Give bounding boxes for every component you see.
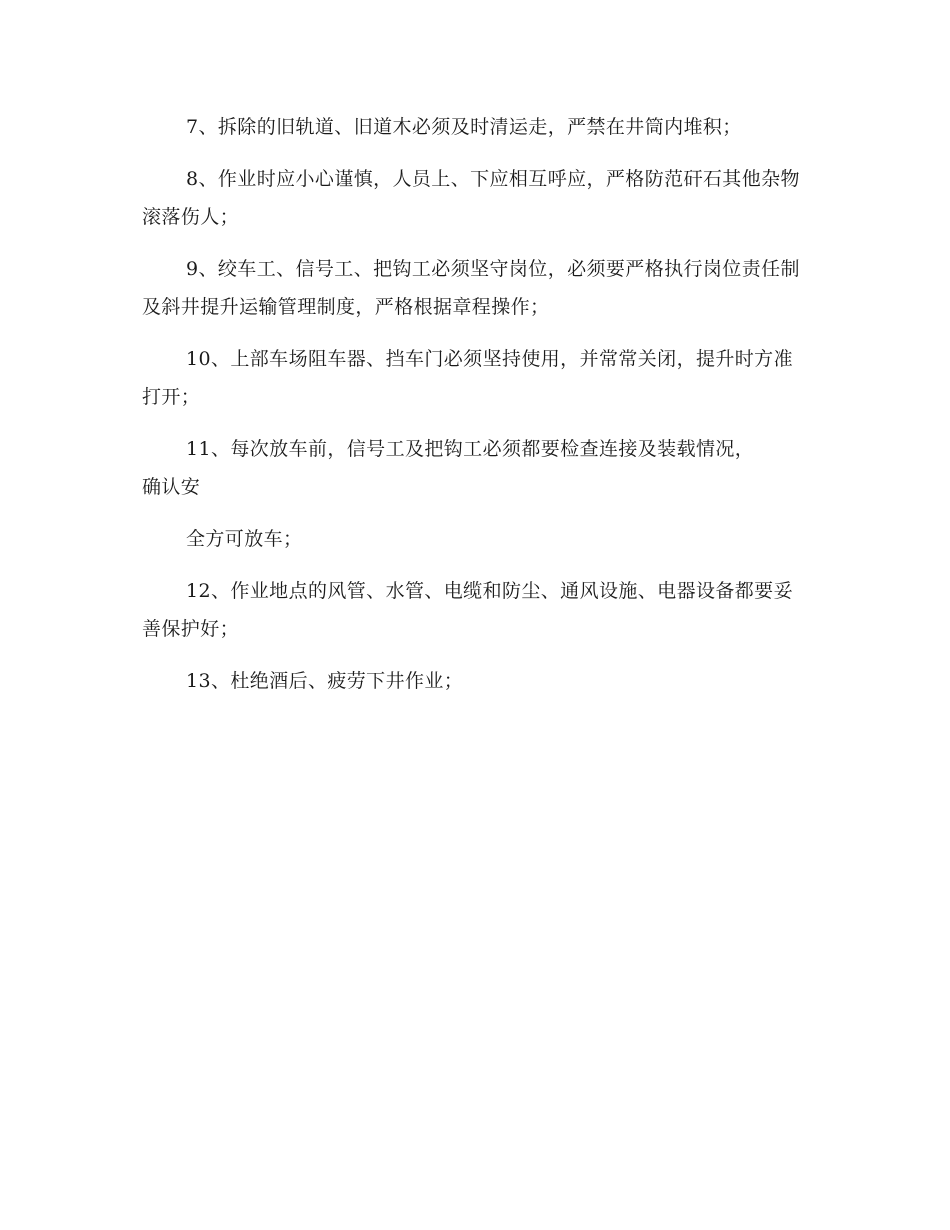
paragraph-item-9: 9、绞车工、信号工、把钩工必须坚守岗位，必须要严格执行岗位责任制及斜井提升运输管理制度，严格根据章程操作；: [142, 258, 800, 318]
paragraph-item-12: 12、作业地点的风管、水管、电缆和防尘、通风设施、电器设备都要妥善保护好；: [142, 580, 793, 640]
document-body: [142, 108, 812, 714]
paragraph-item-11: 11、每次放车前，信号工及把钩工必须都要检查连接及装载情况，确认安: [142, 438, 755, 498]
paragraph-item-8: 8、作业时应小心谨慎，人员上、下应相互呼应，严格防范矸石其他杂物滚落伤人；: [142, 168, 800, 228]
paragraph-item-7: 7、拆除的旧轨道、旧道木必须及时清运走，严禁在井筒内堆积；: [186, 116, 742, 138]
paragraph-item-10: 10、上部车场阻车器、挡车门必须坚持使用，并常常关闭，提升时方准打开；: [142, 348, 793, 408]
paragraph-item-11-continued: 全方可放车；: [186, 528, 303, 550]
paragraph-item-13: 13、杜绝酒后、疲劳下井作业；: [186, 670, 464, 692]
